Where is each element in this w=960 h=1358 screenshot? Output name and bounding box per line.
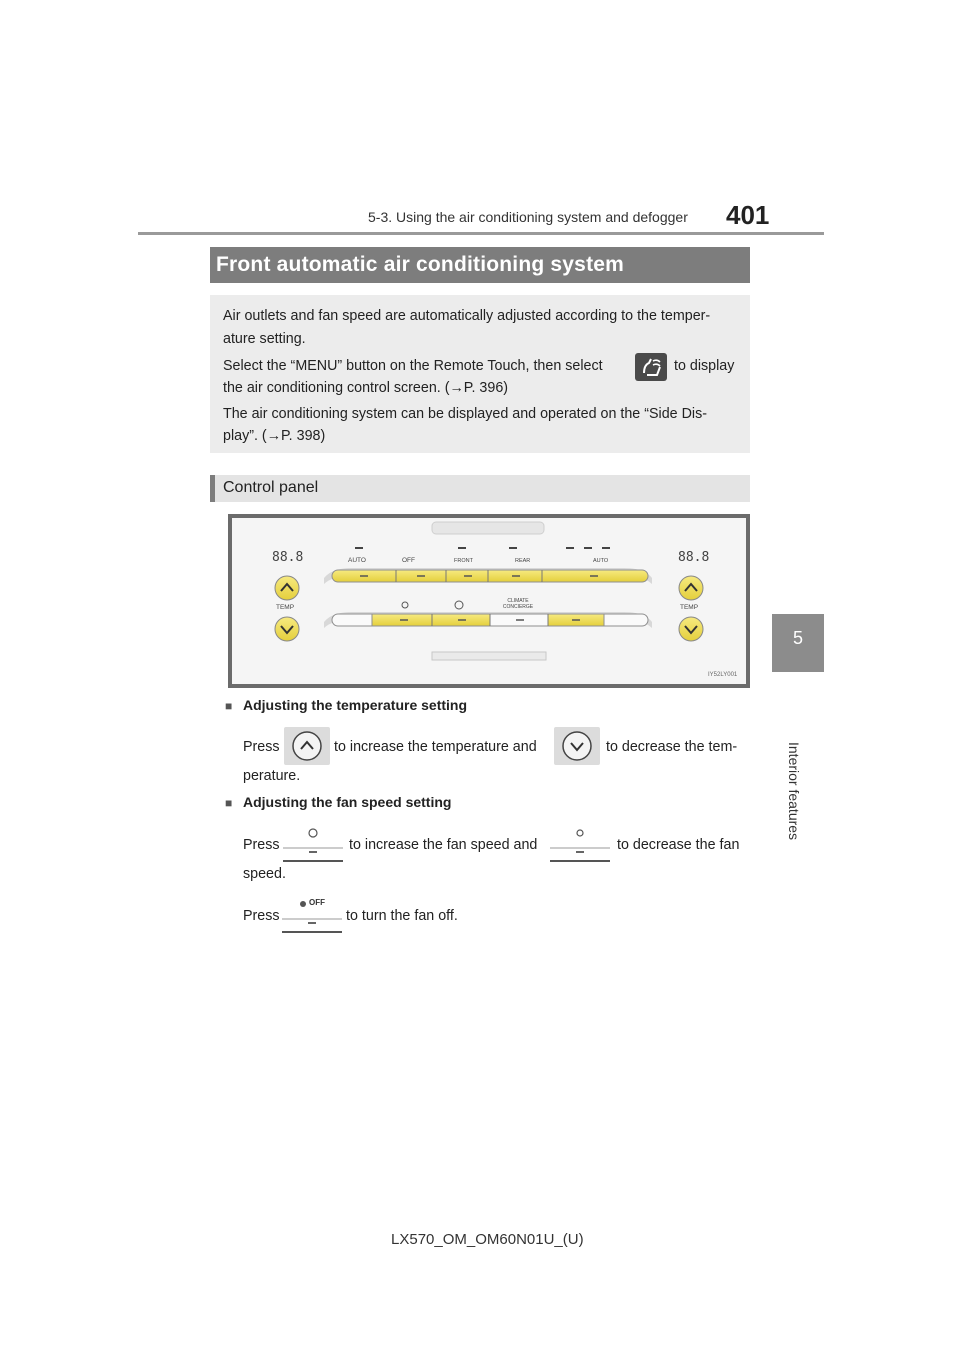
control-panel-illustration — [232, 518, 746, 684]
front-defogger-label: FRONT — [454, 558, 473, 564]
fan-off-label: OFF — [309, 898, 325, 907]
subheading-marker — [210, 475, 215, 502]
section-title: Front automatic air conditioning system — [216, 253, 625, 276]
intro-line: the air conditioning control screen. (→P. 396) — [223, 380, 509, 396]
fan-off-button-label: OFF — [402, 557, 415, 564]
fan-off-press: Press — [243, 908, 280, 924]
temperature-cont: perature. — [243, 768, 301, 784]
intro-line: Select the “MENU” button on the Remote Touch, then select — [223, 358, 603, 374]
fan-off-end: to turn the fan off. — [346, 908, 458, 924]
intro-line: Air outlets and fan speed are automatically adjusted according to the temper- — [223, 308, 711, 324]
left-temp-label: TEMP — [276, 604, 295, 611]
right-temp-display: 88.8 — [678, 550, 710, 565]
running-header: 5-3. Using the air conditioning system and defogger — [368, 209, 688, 225]
climate-menu-icon — [635, 353, 667, 381]
intro-line: play”. (→P. 398) — [223, 428, 326, 444]
fan-mid: to increase the fan speed and — [349, 837, 538, 853]
recirculation-auto-label: AUTO — [593, 558, 609, 564]
temperature-mid: to increase the temperature and — [334, 739, 537, 755]
intro-line: The air conditioning system can be displayed and operated on the “Side Dis- — [223, 406, 707, 422]
fan-off-button-icon — [282, 895, 342, 933]
subheading-control-panel: Control panel — [223, 479, 319, 496]
fan-press: Press — [243, 837, 280, 853]
page-number: 401 — [726, 200, 770, 230]
chapter-label: Interior features — [786, 742, 802, 841]
fan-heading: Adjusting the fan speed setting — [243, 794, 452, 810]
rear-defogger-label: REAR — [515, 558, 531, 564]
bullet-square: ■ — [225, 796, 233, 810]
temp-up-button-icon — [284, 727, 330, 765]
fan-cont: speed. — [243, 866, 286, 882]
fan-up-button-icon — [283, 824, 343, 862]
header-rule — [138, 232, 824, 235]
intro-line: to display — [674, 358, 735, 374]
image-code: IY52LY001 — [708, 672, 738, 678]
climate-concierge-label: CLIMATE CONCIERGE — [502, 598, 534, 610]
intro-line: ature setting. — [223, 331, 306, 347]
right-temp-label: TEMP — [680, 604, 699, 611]
intro-box — [210, 295, 750, 453]
fan-down-button-icon — [550, 824, 610, 862]
auto-button-label: AUTO — [348, 557, 366, 564]
temp-down-button-icon — [554, 727, 600, 765]
fan-end: to decrease the fan — [617, 837, 740, 853]
temperature-heading: Adjusting the temperature setting — [243, 697, 468, 713]
temperature-end: to decrease the tem- — [606, 739, 738, 755]
chapter-number: 5 — [792, 628, 803, 648]
temperature-press: Press — [243, 739, 280, 755]
left-temp-display: 88.8 — [272, 550, 304, 565]
bullet-square: ■ — [225, 699, 233, 713]
document-code-footer: LX570_OM_OM60N01U_(U) — [391, 1231, 584, 1248]
